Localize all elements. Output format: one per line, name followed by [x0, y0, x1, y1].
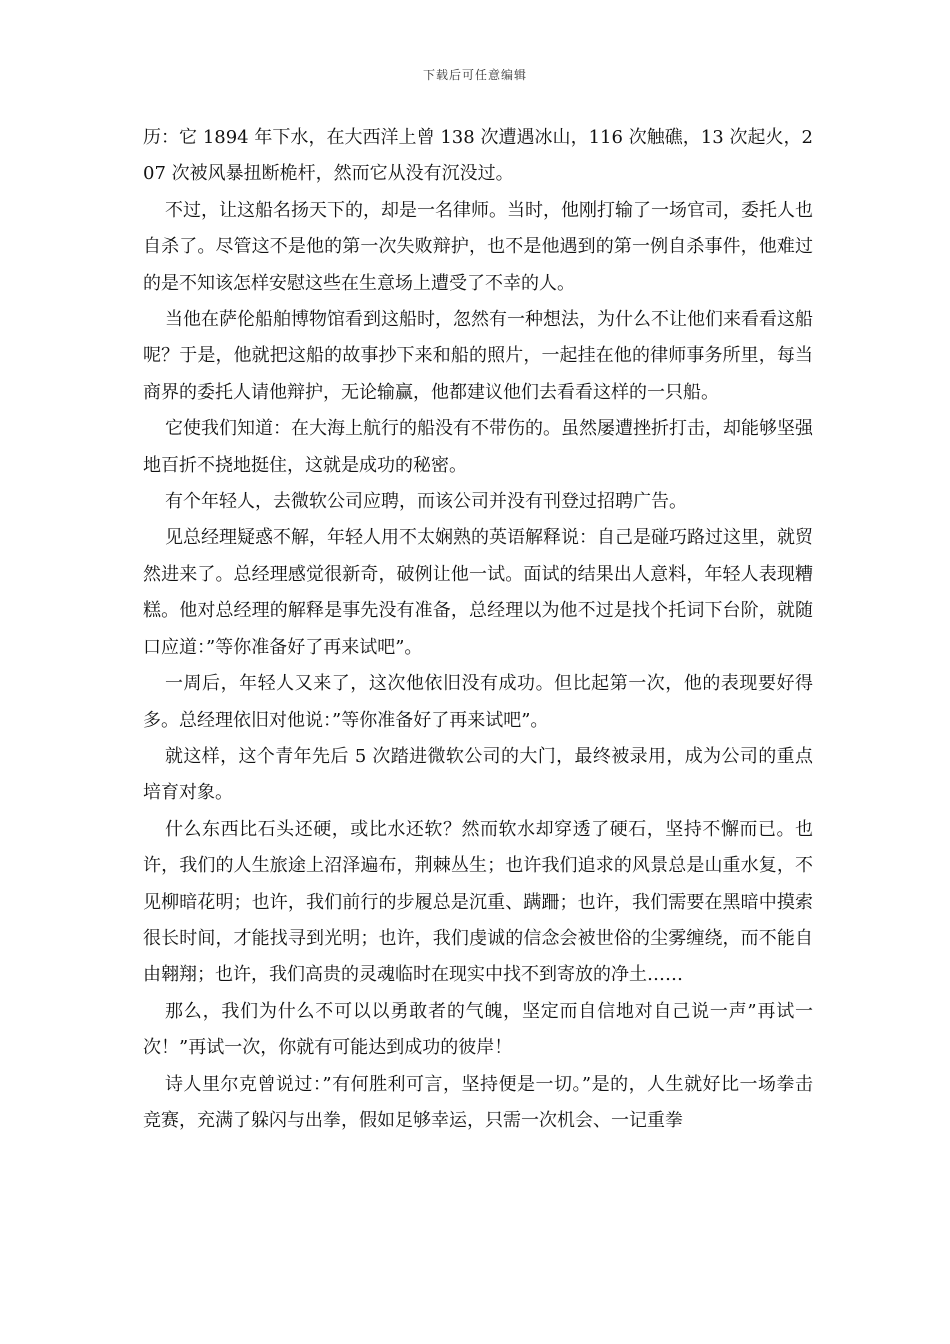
paragraph: 见总经理疑惑不解，年轻人用不太娴熟的英语解释说：自己是碰巧路过这里，就贸然进来了。总经理感觉很新奇，破例让他一试。面试的结果出人意料，年轻人表现糟糕。他对总经理的解释是事先没有准备，总经理以为他不过是找个托词下台阶，就随口应道：”等你准备好了再来试吧”。: [143, 527, 813, 658]
paragraph: 当他在萨伦船舶博物馆看到这船时，忽然有一种想法，为什么不让他们来看看这船呢？于是，他就把这船的故事抄下来和船的照片，一起挂在他的律师事务所里，每当商界的委托人请他辩护，无论输赢，他都建议他们去看看这样的一只船。: [143, 309, 813, 403]
paragraph: 一周后，年轻人又来了，这次他依旧没有成功。但比起第一次，他的表现要好得多。总经理依旧对他说：”等你准备好了再来试吧”。: [143, 673, 813, 731]
paragraph: 那么，我们为什么不可以以勇敢者的气魄，坚定而自信地对自己说一声”再试一次！”再试一次，你就有可能达到成功的彼岸！: [143, 1000, 813, 1059]
paragraph: 有个年轻人，去微软公司应聘，而该公司并没有刊登过招聘广告。: [165, 491, 687, 513]
paragraph: 它使我们知道：在大海上航行的船没有不带伤的。虽然屡遭挫折打击，却能够坚强地百折不挠地挺住，这就是成功的秘密。: [143, 418, 813, 476]
paragraph: 历：它 1894 年下水，在大西洋上曾 138 次遭遇冰山，116 次触礁，13 次起火，207 次被风暴扭断桅杆，然而它从没有沉没过。: [143, 127, 813, 185]
paragraph: 就这样，这个青年先后 5 次踏进微软公司的大门，最终被录用，成为公司的重点培育对象。: [143, 745, 813, 804]
body-text: [143, 120, 813, 1139]
paragraph: 什么东西比石头还硬，或比水还软？然而软水却穿透了硬石，坚持不懈而已。也许，我们的人生旅途上沼泽遍布，荆棘丛生；也许我们追求的风景总是山重水复，不见柳暗花明；也许，我们前行的步履总是沉重、蹒跚；也许，我们需要在黑暗中摸索很长时间，才能找寻到光明；也许，我们虔诚的信念会被世俗的尘雾缠绕，而不能自由翱翔；也许，我们高贵的灵魂临时在现实中找不到寄放的净土……: [143, 818, 813, 986]
paragraph: 不过，让这船名扬天下的，却是一名律师。当时，他刚打输了一场官司，委托人也自杀了。尽管这不是他的第一次失败辩护，也不是他遇到的第一例自杀事件，他难过的是不知该怎样安慰这些在生意场上遭受了不幸的人。: [143, 199, 813, 294]
paragraph: 诗人里尔克曾说过：”有何胜利可言，坚持便是一切。”是的，人生就好比一场拳击竞赛，充满了躲闪与出拳，假如足够幸运，只需一次机会、一记重拳: [143, 1073, 813, 1131]
page-header: 下载后可任意编辑: [422, 68, 527, 82]
